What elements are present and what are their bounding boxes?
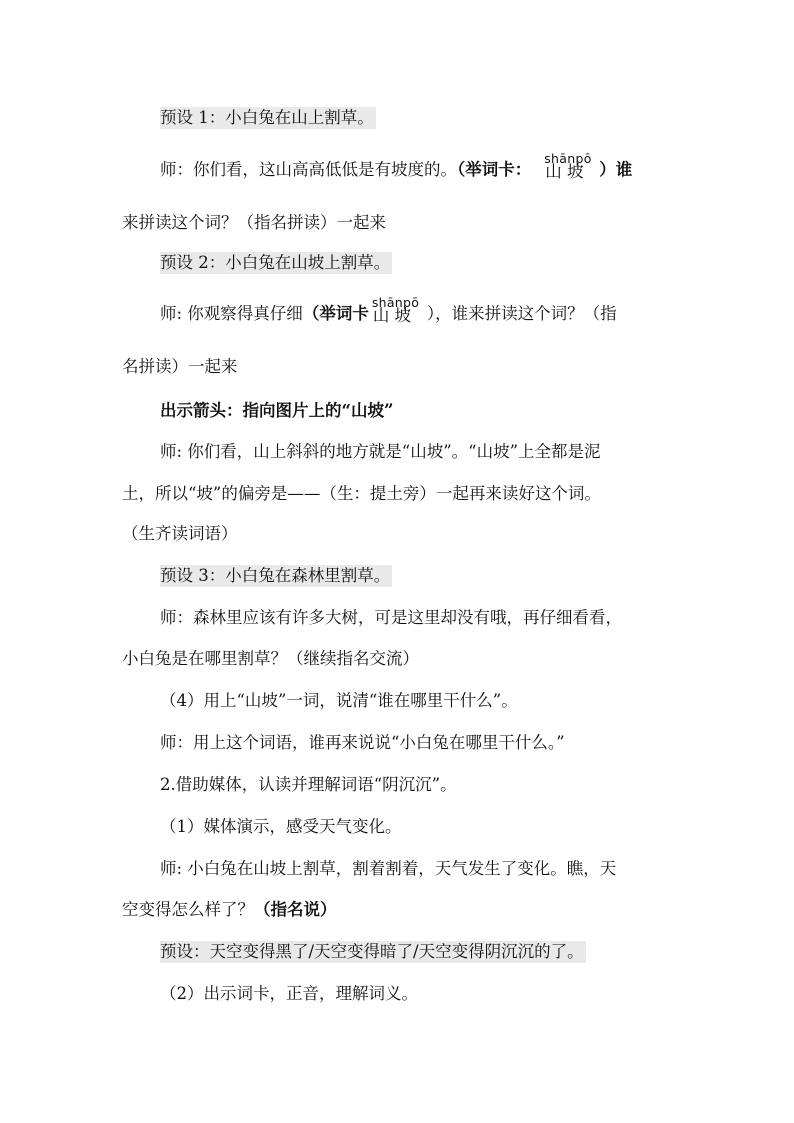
step-2-text: （2）出示词卡，正音，理解词义。 — [160, 984, 418, 1003]
teacher-line-2-rest: ），谁来拼读这个词？（指 — [426, 304, 617, 323]
preset-4-text: 预设：天空变得黑了/天空变得暗了/天空变得阴沉沉的了。 — [160, 942, 584, 961]
step-4 — [160, 689, 518, 713]
teacher-line-5 — [160, 731, 565, 755]
word-card-pinyin-2: shānpō — [371, 295, 420, 310]
step-1-text: （1）媒体演示，感受天气变化。 — [160, 817, 402, 836]
teacher-line-1 — [160, 151, 633, 182]
section-2-heading-text: 2.借助媒体，认读并理解词语“阴沉沉”。 — [160, 775, 457, 794]
teacher-line-5-text: 师：用上这个词语，谁再来说说“小白兔在哪里干什么。” — [160, 733, 565, 752]
preset-2-text: 预设 2：小白兔在山坡上割草。 — [160, 253, 391, 272]
hold-card-label-2: （举词卡 — [302, 304, 369, 323]
teacher-line-3 — [160, 440, 601, 464]
word-card-pinyin: shānpō — [544, 151, 592, 166]
teacher-line-3-cont-text: 土，所以“坡”的偏旁是——（生：提土旁）一起再来读好这个词。 — [122, 484, 601, 503]
word-card-hanzi-2: 山 坡 — [372, 306, 412, 325]
teacher-line-2-cont — [122, 355, 238, 379]
teacher-line-6-text: 师: 小白兔在山坡上割草，割着割着，天气发生了变化。瞧，天 — [160, 859, 617, 878]
teacher-line-3-text: 师: 你们看，山上斜斜的地方就是“山坡”。“山坡”上全都是泥 — [160, 442, 601, 461]
step-4-text: （4）用上“山坡”一词，说清“谁在哪里干什么”。 — [160, 691, 518, 710]
teacher-line-6-cont-text: 空变得怎么样了？ — [122, 900, 254, 919]
preset-2 — [160, 251, 392, 275]
teacher-line-1-cont — [122, 211, 386, 235]
show-arrow-heading-text: 出示箭头：指向图片上的“山坡” — [160, 401, 394, 420]
teacher-line-3-cont2-text: （生齐读词语） — [122, 524, 238, 543]
teacher-line-1-cont-text: 来拼读这个词？（指名拼读）一起来 — [122, 213, 386, 232]
teacher-line-2 — [160, 295, 617, 326]
teacher-line-2-text: 师: 你观察得真仔细 — [160, 304, 303, 323]
word-card-shanpo — [531, 151, 599, 182]
preset-1-text: 预设 1：小白兔在山上割草。 — [160, 108, 374, 127]
teacher-line-2-cont-text: 名拼读）一起来 — [122, 357, 238, 376]
teacher-line-4-text: 师：森林里应该有许多大树，可是这里却没有哦，再仔细看看， — [160, 608, 622, 627]
teacher-line-4 — [160, 606, 622, 630]
preset-3-text: 预设 3：小白兔在森林里割草。 — [160, 566, 391, 585]
preset-4 — [160, 940, 586, 964]
teacher-line-4-cont — [122, 647, 419, 671]
hold-card-close: ）谁 — [599, 160, 633, 179]
teacher-line-6 — [160, 857, 616, 881]
teacher-line-3-cont2 — [122, 522, 238, 546]
teacher-line-6-cont — [122, 898, 337, 922]
word-card-hanzi: 山 坡 — [545, 162, 584, 181]
section-2-heading — [160, 773, 457, 797]
preset-1 — [160, 106, 376, 130]
teacher-line-4-cont-text: 小白兔是在哪里割草？（继续指名交流） — [122, 649, 419, 668]
teacher-line-1-text: 师：你们看，这山高高低低是有坡度的。 — [160, 160, 457, 179]
step-1 — [160, 815, 402, 839]
teacher-line-3-cont — [122, 482, 601, 506]
step-2 — [160, 982, 418, 1006]
word-card-shanpo-2 — [369, 295, 427, 326]
preset-3 — [160, 564, 392, 588]
show-arrow-heading — [160, 399, 393, 423]
hold-card-label: （举词卡： — [457, 160, 532, 179]
teacher-line-6-bold: （指名说） — [254, 900, 337, 919]
